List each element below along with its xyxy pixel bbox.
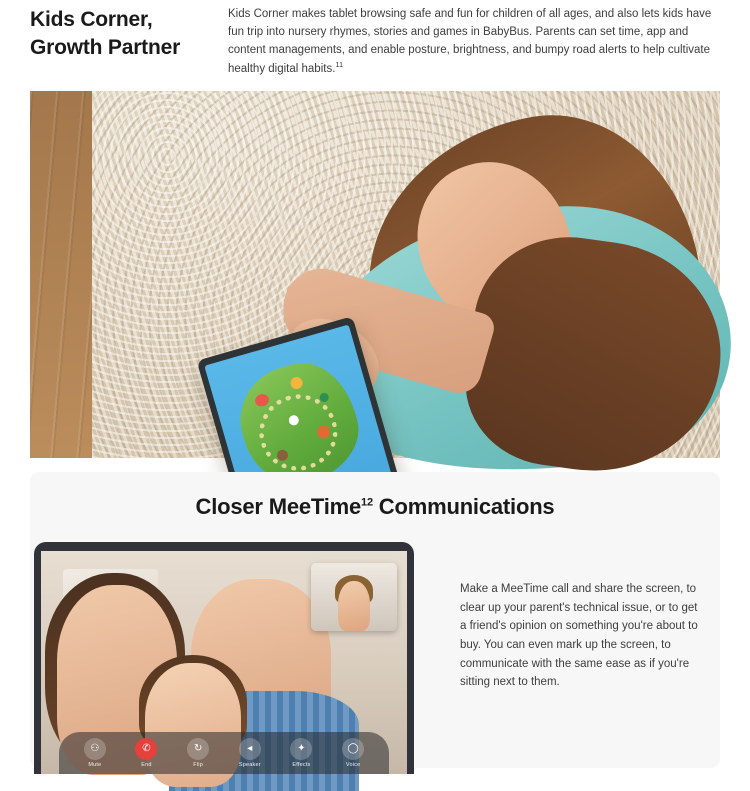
meetime-description: Make a MeeTime call and share the screen, to clear up your parent's technical issue, or to get a friend's opinion on something you're about to buy. You can even mark up the screen, to communicate with the same ease as if you're sitting next to them.: [460, 583, 698, 689]
kids-corner-footnote-marker: 11: [335, 60, 344, 70]
meetime-title-before: Closer MeeTime: [195, 494, 362, 520]
kids-corner-description: [228, 4, 720, 79]
meetime-title: [30, 472, 720, 520]
flip-camera-icon: ↻: [187, 738, 209, 760]
remote-participant-face: [338, 581, 370, 631]
voice-button-label: Voice: [345, 762, 361, 769]
speaker-icon: ◂: [239, 738, 261, 760]
kids-corner-header: [0, 0, 750, 79]
effects-button[interactable]: [277, 738, 325, 768]
voice-icon: ◯: [342, 738, 364, 760]
kids-corner-description-text: Kids Corner makes tablet browsing safe and fun for children of all ages, and also lets kids have fun trip into nursery rhymes, stories and games in BabyBus. Parents can set time, app and content managements, and enable posture, brightness, and bumpy road alerts to help cultivate healthy digital habits.: [228, 8, 712, 76]
picture-in-picture-window[interactable]: [311, 563, 397, 631]
meetime-call-screen: [41, 551, 407, 774]
meetime-title-after: Communications: [372, 494, 555, 520]
kids-corner-title-line1: Kids Corner,: [30, 8, 153, 31]
speaker-button-label: Speaker: [238, 762, 261, 769]
voice-button[interactable]: [329, 738, 377, 768]
flip-camera-button[interactable]: [174, 738, 222, 768]
kids-corner-title: [30, 4, 228, 63]
effects-wand-icon: ✦: [290, 738, 312, 760]
meetime-body: [30, 520, 720, 769]
end-call-button-label: End: [141, 762, 152, 769]
end-call-button[interactable]: [122, 738, 170, 768]
effects-button-label: Effects: [292, 762, 311, 769]
meetime-footnote-marker: 12: [361, 496, 373, 509]
speaker-button[interactable]: [226, 738, 274, 768]
end-call-icon: ✆: [135, 738, 157, 760]
flip-camera-button-label: Flip: [193, 762, 203, 769]
microphone-icon: ⚇: [84, 738, 106, 760]
mute-button-label: Mute: [88, 762, 102, 769]
mute-button[interactable]: [71, 738, 119, 768]
meetime-tablet-device: [34, 542, 414, 774]
call-control-bar: [59, 732, 389, 774]
kids-corner-title-line2: Growth Partner: [30, 36, 181, 60]
meetime-section: [30, 472, 720, 768]
kids-corner-photo: [30, 91, 720, 458]
